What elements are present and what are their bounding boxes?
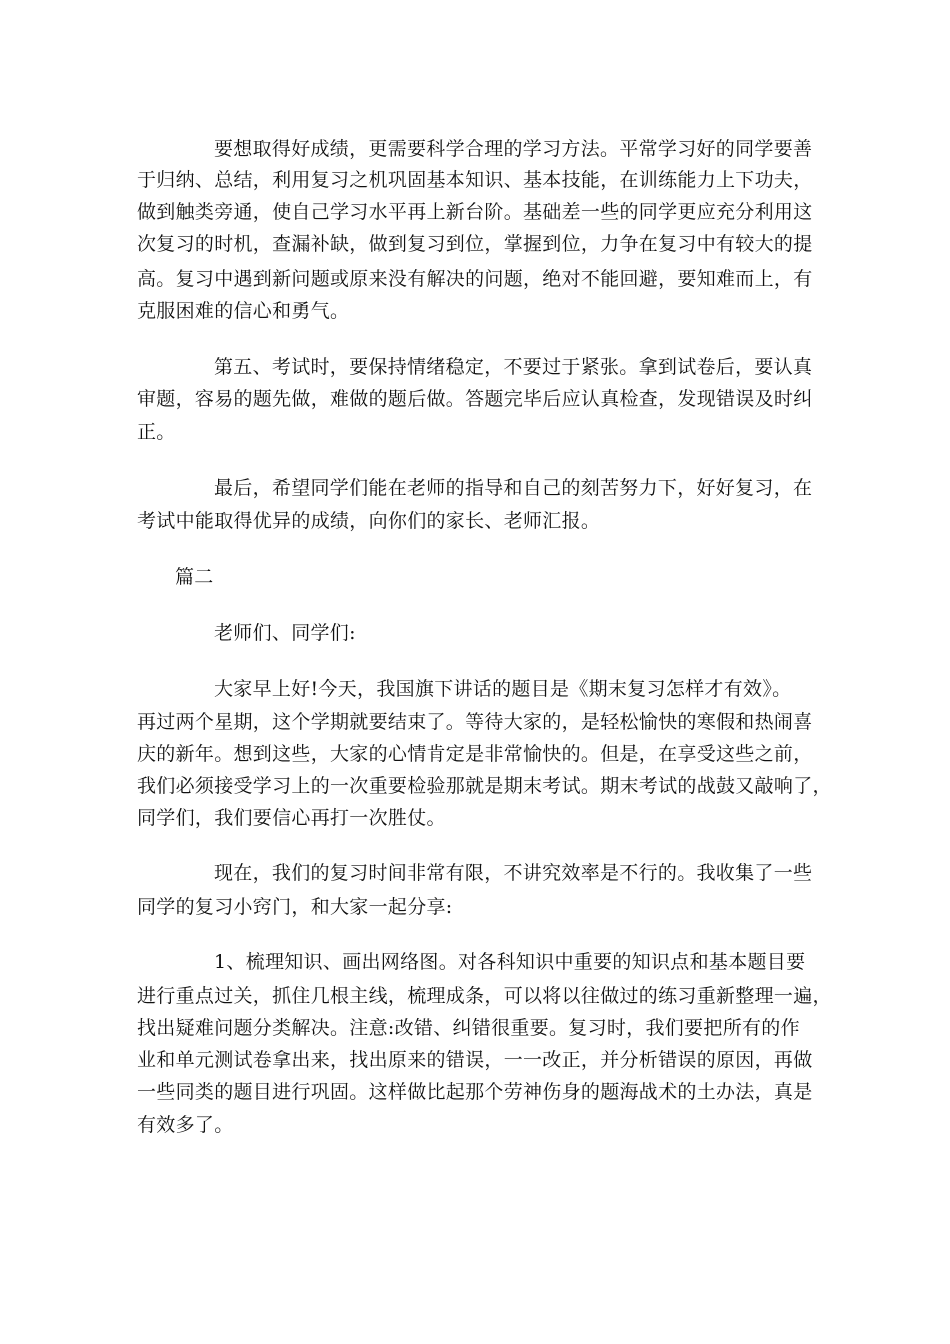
- text-line: 要想取得好成绩，更需要科学合理的学习方法。平常学习好的同学要善: [214, 138, 813, 160]
- text-line: 考试中能取得优异的成绩，向你们的家长、老师汇报。: [137, 510, 601, 532]
- text-line: 最后，希望同学们能在老师的指导和自己的刻苦努力下，好好复习，在: [214, 477, 813, 499]
- text-line: 审题，容易的题先做，难做的题后做。答题完毕后应认真检查，发现错误及时纠: [137, 388, 813, 410]
- text-line: 现在，我们的复习时间非常有限，不讲究效率是不行的。我收集了一些: [214, 862, 813, 884]
- text-line: 有效多了。: [137, 1114, 234, 1136]
- text-line: 1、梳理知识、画出网络图。对各科知识中重要的知识点和基本题目要: [214, 951, 806, 973]
- text-line: 正。: [137, 421, 176, 443]
- text-line: 找出疑难问题分类解决。注意:改错、纠错很重要。复习时，我们要把所有的作: [137, 1017, 800, 1039]
- text-line: 一些同类的题目进行巩固。这样做比起那个劳神伤身的题海战术的土办法，真是: [137, 1081, 813, 1103]
- text-line: 高。复习中遇到新问题或原来没有解决的问题，绝对不能回避，要知难而上，有: [137, 268, 813, 290]
- text-line: 同学们，我们要信心再打一次胜仗。: [137, 807, 446, 829]
- text-line: 于归纳、总结，利用复习之机巩固基本知识、基本技能，在训练能力上下功夫，: [137, 169, 813, 191]
- text-line: 业和单元测试卷拿出来，找出原来的错误，一一改正，并分析错误的原因，再做: [137, 1049, 813, 1071]
- text-line: 大家早上好!今天，我国旗下讲话的题目是《期末复习怎样才有效》。: [214, 678, 792, 700]
- text-line: 庆的新年。想到这些，大家的心情肯定是非常愉快的。但是，在享受这些之前，: [137, 743, 813, 765]
- text-line: 做到触类旁通，使自己学习水平再上新台阶。基础差一些的同学更应充分利用这: [137, 201, 813, 223]
- text-line: 我们必须接受学习上的一次重要检验那就是期末考试。期末考试的战鼓又敲响了，: [137, 775, 832, 797]
- text-line: 第五、考试时，要保持情绪稳定，不要过于紧张。拿到试卷后，要认真: [214, 356, 813, 378]
- text-line: 次复习的时机，查漏补缺，做到复习到位，掌握到位，力争在复习中有较大的提: [137, 233, 813, 255]
- salutation: 老师们、同学们:: [214, 622, 356, 644]
- text-line: 同学的复习小窍门，和大家一起分享:: [137, 896, 453, 918]
- text-line: 再过两个星期，这个学期就要结束了。等待大家的，是轻松愉快的寒假和热闹喜: [137, 711, 813, 733]
- section-heading: 篇二: [175, 566, 214, 588]
- text-line: 进行重点过关，抓住几根主线，梳理成条，可以将以往做过的练习重新整理一遍，: [137, 985, 832, 1007]
- text-line: 克服困难的信心和勇气。: [137, 300, 350, 322]
